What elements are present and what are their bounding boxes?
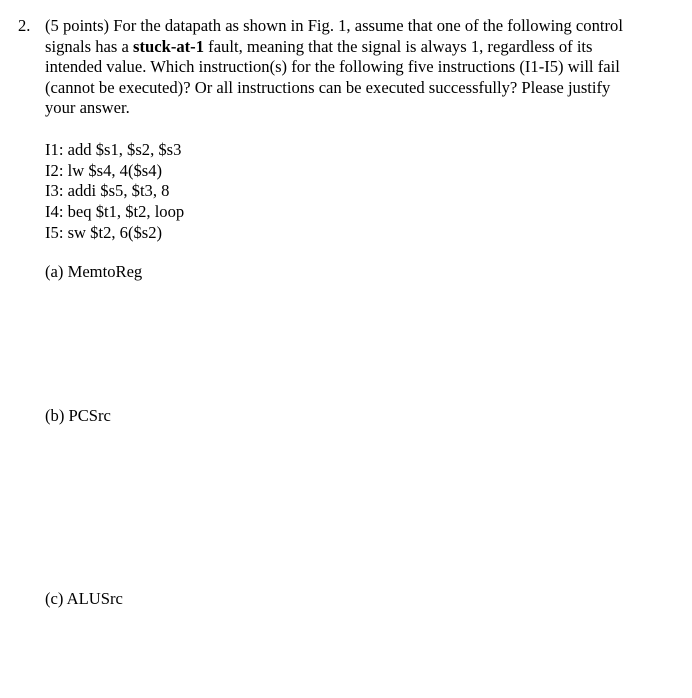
instruction-list [45,140,184,244]
part-a-memtoreg: (a) MemtoReg [45,262,143,281]
instruction-i3: I3: addi $s5, $t3, 8 [45,181,170,201]
question-line-3: intended value. Which instruction(s) for the following five instructions (I1-I5) will fail [45,57,620,76]
instruction-i4: I4: beq $t1, $t2, loop [45,202,185,222]
question-line-5: your answer. [45,98,130,117]
stuck-at-1-term: stuck-at-1 [133,36,205,56]
question-line-2 [45,37,668,58]
question-line-4: (cannot be executed)? Or all instructions can be executed successfully? Please justify [45,77,611,97]
part-b-pcsrc: (b) PCSrc [45,406,111,425]
question-line-2-pre: signals has a [45,36,134,56]
instruction-i2: I2: lw $s4, 4($s4) [45,160,163,180]
question-line-1: (5 points) For the datapath as shown in Fig. 1, assume that one of the following control [45,16,623,35]
question-block [18,16,668,119]
question-line-2-post: fault, meaning that the signal is always 1, regardless of its [204,36,593,56]
question-text [45,16,668,119]
part-c-alusrc: (c) ALUSrc [45,589,123,608]
instruction-i5: I5: sw $t2, 6($s2) [45,222,163,242]
instruction-i1: I1: add $s1, $s2, $s3 [45,140,182,159]
question-number: 2. [18,16,31,35]
